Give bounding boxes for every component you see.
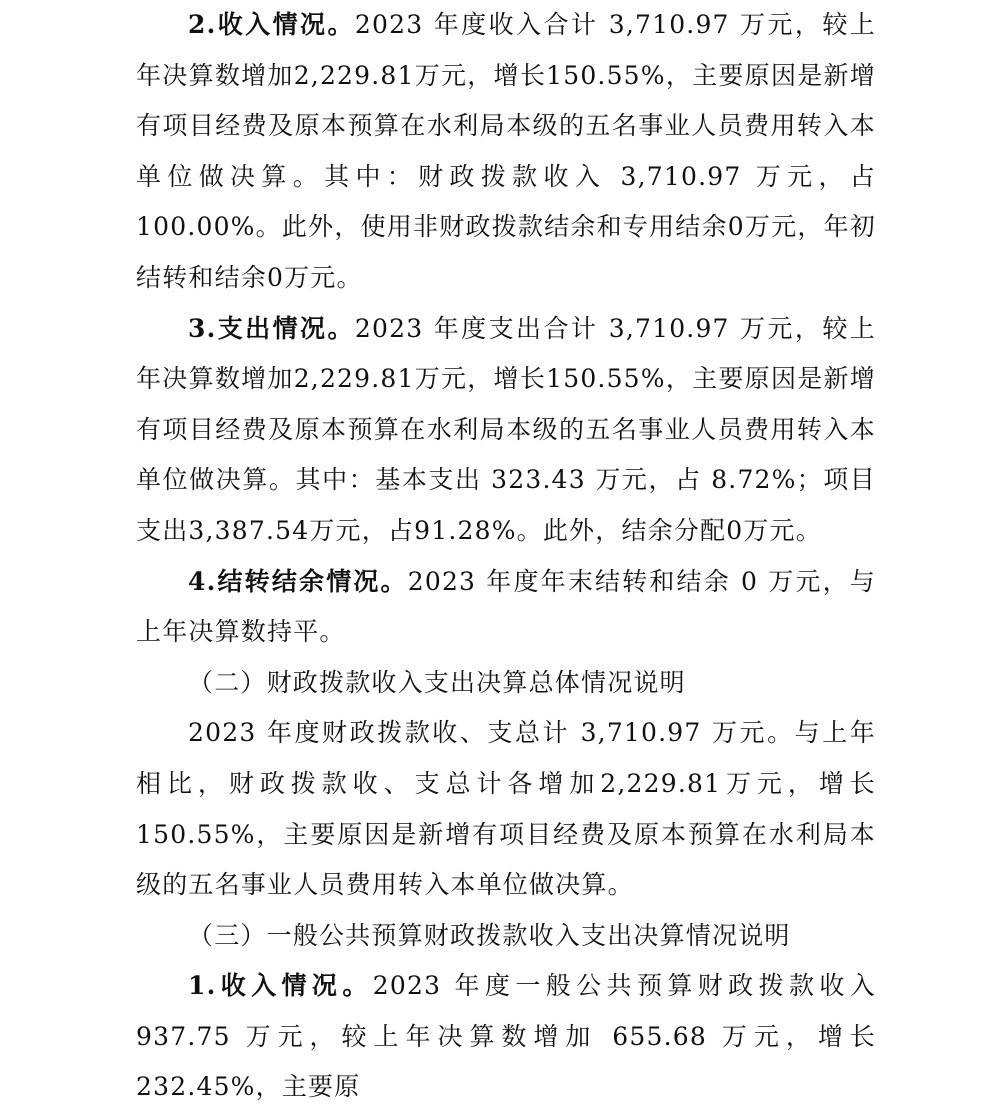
- general-budget-income-heading: 1.收入情况。: [188, 971, 373, 1001]
- income-paragraph: [136, 0, 876, 304]
- carryover-heading: 4.结转结余情况。: [188, 566, 408, 596]
- expenditure-body: 2023 年度支出合计 3,710.97 万元，较上年决算数增加2,229.81万元，增长150.55%，主要原因是新增有项目经费及原本预算在水利局本级的五名事业人员费用转入本单位做决算。其中：基本支出 323.43 万元，占 8.72%；项目支出3,387.54万元，占91.28%。此外，结余分配0万元。: [136, 313, 876, 545]
- expenditure-heading: 3.支出情况。: [188, 313, 355, 343]
- general-budget-title: （三）一般公共预算财政拨款收入支出决算情况说明: [188, 920, 791, 950]
- general-budget-income-paragraph: [136, 961, 876, 1113]
- income-body: 2023 年度收入合计 3,710.97 万元，较上年决算数增加2,229.81万元，增长150.55%，主要原因是新增有项目经费及原本预算在水利局本级的五名事业人员费用转入本单位做决算。其中：财政拨款收入 3,710.97 万元，占 100.00%。此外，使用非财政拨款结余和专用结余0万元，年初结转和结余0万元。: [136, 10, 876, 292]
- carryover-body: 2023 年度年末结转和结余 0 万元，与上年决算数持平。: [136, 566, 876, 647]
- general-budget-income-body: 2023 年度一般公共预算财政拨款收入 937.75 万元，较上年决算数增加 655.68 万元，增长 232.45%，主要原: [136, 971, 877, 1102]
- fiscal-overview-paragraph: 2023 年度财政拨款收、支总计 3,710.97 万元。与上年相比，财政拨款收、支总计各增加2,229.81万元，增长150.55%，主要原因是新增有项目经费及原本预算在水利局本级的五名事业人员费用转入本单位做决算。: [136, 718, 876, 900]
- document-page: [136, 0, 876, 1113]
- income-heading: 2.收入情况。: [188, 10, 355, 39]
- expenditure-paragraph: [136, 304, 876, 557]
- carryover-paragraph: [136, 557, 876, 658]
- fiscal-overview-title: （二）财政拨款收入支出决算总体情况说明: [188, 667, 686, 697]
